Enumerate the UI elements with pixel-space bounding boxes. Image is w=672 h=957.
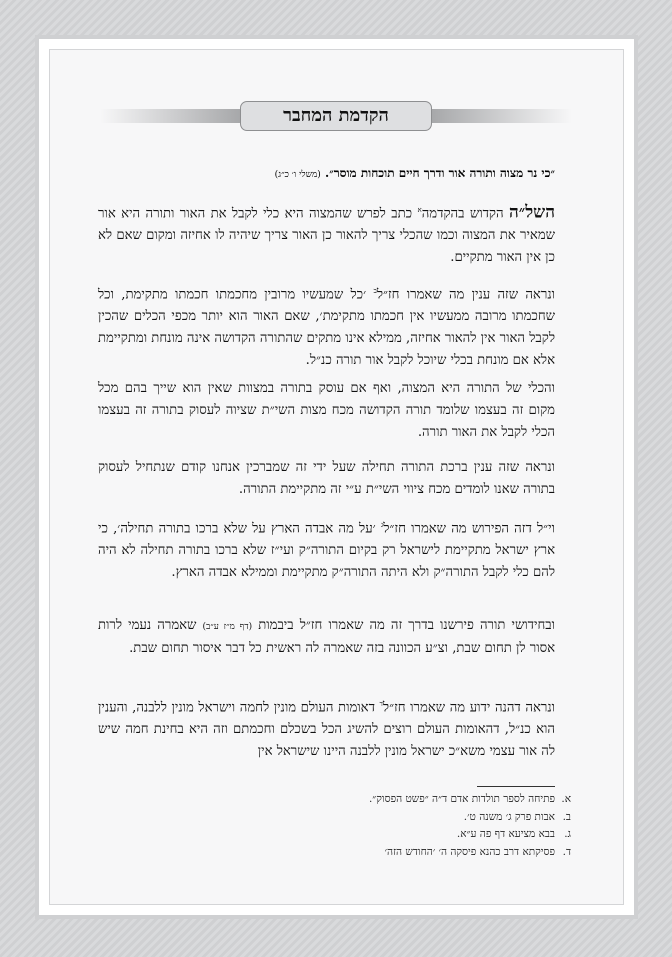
paragraph-4: [98, 457, 555, 501]
footnote-mark: א.: [561, 793, 571, 805]
page-title: הקדמת המחבר: [240, 101, 432, 131]
footnote-item: [300, 809, 571, 827]
title-row: [100, 101, 572, 131]
footnotes: [300, 791, 571, 861]
paragraph-text: והכלי של התורה היא המצוה, ואף אם עוסק בתורה במצוות שאין הוא שייך בהם מכל מקום זה בעצמו שלומד תורה הקדושה מכח מצות השי״ת שציוה לעסוק בתורה זה בעצמו הכלי לקבל את האור תורה.: [98, 381, 555, 440]
title-decor-left: [100, 109, 240, 123]
footnote-item: [300, 791, 571, 809]
footnote-text: פסיקתא דרב כהנא פיסקה ה׳ ׳החודש הזה׳: [384, 845, 555, 858]
footnote-ref: ד: [379, 700, 383, 708]
paragraph-text: הקדוש בהקדמה: [421, 206, 509, 222]
footnote-text: פתיחה לספר תולדות אדם ד״ה ״פשט הפסוק״.: [368, 793, 555, 805]
footnote-text: בבא מציעא דף פה ע״א.: [456, 828, 555, 840]
footnote-ref: א: [417, 206, 422, 214]
paragraph-text: ונראה שזה ענין ברכת התורה תחילה שעל ידי זה שמברכין אנחנו קודם שנתחיל לעסוק בתורה שאנו לומדים מכח ציווי השי״ת ע״י זה מתקיימת התורה.: [98, 460, 555, 497]
paragraph-text: ׳כל שמעשיו מרובין מחכמתו חכמתו מתקימת, וכל שחכמתו מרובה ממעשיו אין חכמתו מתקימת׳, שאם האור הוא יותר מכפי הכלים שהכין לקבל האור אין להאור אחיזה, ממילא אינו מתקים שהתורה הקדושה אינה מונחת ומתקיימת אלא אם מונחת בכלי שיוכל לקבל אור תורה כנ״ל.: [98, 287, 555, 369]
paragraph-6: [98, 615, 555, 660]
footnote-item: [300, 844, 571, 862]
paragraph-1: [98, 199, 555, 269]
paragraph-lead-word: השל״ה: [508, 202, 555, 223]
motto: [130, 163, 555, 185]
motto-text: ״כי נר מצוה ותורה אור ודרך חיים תוכחות מוסר״.: [325, 166, 555, 180]
paragraph-text: דאומות העולם מונין לחמה וישראל מונין ללבנה, והענין הוא כנ״ל, דהאומות העולם רוצים להשיג הכל בשכלם וחכמתם וזה היא בחינת חמה שיש לה אור עצמי משא״כ ישראל מונין ללבנה היינו שישראל אין: [98, 700, 555, 760]
citation: (דף מ״ז ע״ב): [202, 622, 253, 632]
motto-source: (משלי ו׳ כ״ג): [274, 170, 321, 180]
footnote-mark: ב.: [562, 810, 571, 823]
paragraph-3: [98, 378, 555, 444]
footnote-ref: ב: [373, 287, 377, 295]
paragraph-7: [98, 693, 555, 763]
paragraph-text: ובחידושי תורה פירשנו בדרך זה מה שאמרו חז״ל ביבמות: [252, 618, 556, 633]
footnote-text: אבות פרק ג׳ משנה ט׳.: [463, 810, 555, 823]
paragraph-2: [98, 280, 555, 372]
footnote-mark: ד.: [562, 845, 571, 858]
paragraph-text: ׳על מה אבדה הארץ על שלא ברכו בתורה תחילה׳, כי ארץ ישראל מתקיימת לישראל רק בקיום התורה״ק ועי״ז שלא ברכו בתורה תחילה לא היה להם כלי לקבל התורה״ק ולא היתה התורה״ק מתקיימת וממילא אבדה הארץ.: [98, 521, 555, 581]
paragraph-text: ונראה שזה ענין מה שאמרו חז״ל: [376, 287, 555, 303]
paragraph-text: וי״ל דזה הפירוש מה שאמרו חז״ל: [383, 521, 555, 537]
paragraph-text: כתב לפרש שהמצוה היא כלי לקבל את האור ותורה היא אור שמאיר את המצוה וכמו שהכלי צריך להאור כן האור צריך שיהיה לו אחיזה ומקום שאם לא כן אין האור מתקיים.: [98, 206, 555, 266]
paragraph-text: שאמרה נעמי לרות אסור לן תחום שבת, וצ״ע הכוונה בזה שאמרה לה ראשית כל דבר איסור תחום שבת.: [98, 618, 555, 656]
footnote-mark: ג.: [564, 828, 571, 840]
footnote-divider: [477, 786, 555, 787]
footnote-ref: ג: [380, 521, 384, 529]
title-decor-right: [432, 109, 572, 123]
paragraph-text: ונראה דהנה ידוע מה שאמרו חז״ל: [382, 700, 555, 716]
footnote-item: [300, 826, 571, 844]
paragraph-5: [98, 514, 555, 584]
